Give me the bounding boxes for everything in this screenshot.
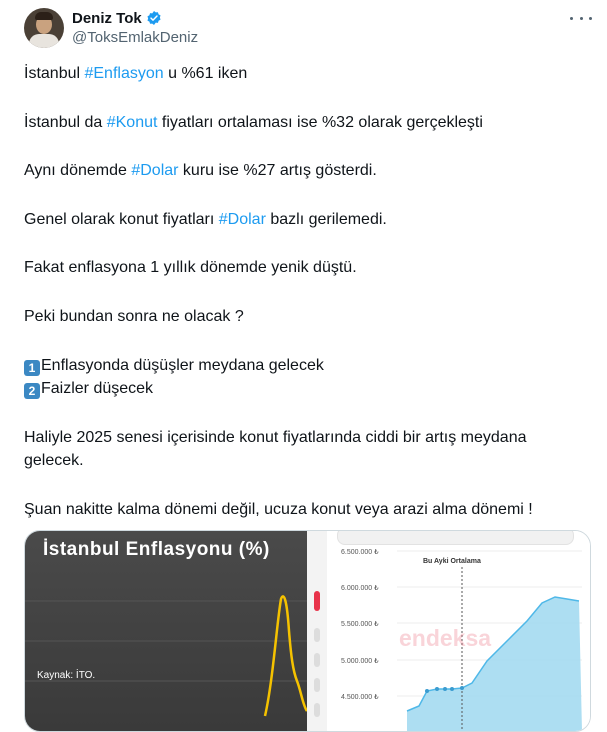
- tweet-line: [24, 62, 589, 86]
- paragraph-gap: [24, 329, 589, 354]
- hashtag-link[interactable]: #Enflasyon: [84, 65, 164, 82]
- tweet-text-segment: Aynı dönemde: [24, 162, 132, 180]
- tweet-text-segment: fiyatları ortalaması ise %32 olarak gerçekleşti: [157, 113, 483, 131]
- tweet-text-segment: Genel olarak konut fiyatları: [24, 210, 219, 228]
- keycap-digit-icon: 2: [24, 383, 40, 399]
- tweet-line: [24, 305, 589, 329]
- tweet-line: [24, 111, 589, 135]
- inflation-line: [265, 596, 307, 716]
- tweet-line: [24, 159, 589, 183]
- more-options-icon[interactable]: [570, 10, 592, 26]
- price-y-label-5: 4.500.000 ₺: [341, 694, 379, 701]
- tweet-media[interactable]: [24, 530, 591, 732]
- tweet-text-segment: İstanbul: [24, 65, 85, 82]
- avatar[interactable]: [24, 8, 64, 48]
- avatar-body-shape: [29, 34, 59, 48]
- inflation-grid: [25, 531, 307, 731]
- author-display-name[interactable]: Deniz Tok: [72, 9, 142, 27]
- price-chart-image: [327, 531, 590, 731]
- paragraph-gap: [24, 134, 589, 159]
- price-y-label-4: 5.000.000 ₺: [341, 658, 379, 665]
- tweet-line: [24, 426, 589, 473]
- tweet-line: [24, 354, 589, 378]
- hashtag-link[interactable]: #Dolar: [218, 210, 266, 228]
- keycap-digit-icon: 1: [24, 360, 40, 376]
- paragraph-gap: [24, 401, 589, 426]
- hashtag-link[interactable]: #Konut: [106, 113, 158, 131]
- author-name-row: [72, 8, 162, 28]
- inflation-chart-image: [25, 531, 307, 731]
- tweet-text: [24, 62, 589, 522]
- avatar-hair-shape: [35, 12, 53, 20]
- tweet-text-segment: İstanbul da: [24, 113, 107, 131]
- tweet-text-segment: Fakat enflasyona 1 yıllık dönemde yenik düştü.: [24, 259, 357, 277]
- paragraph-gap: [24, 183, 589, 208]
- tweet-text-segment: kuru ise %27 artış gösterdi.: [178, 162, 377, 180]
- tweet-text-segment: Haliyle 2025 senesi içerisinde konut fiyatlarında ciddi bir artış meydana gelecek.: [24, 428, 527, 470]
- inflation-chart-source: Kaynak: İTO.: [37, 670, 96, 681]
- scroll-indicator: [307, 531, 327, 731]
- inflation-chart-title: İstanbul Enflasyonu (%): [43, 539, 270, 560]
- tweet-text-segment: Peki bundan sonra ne olacak ?: [24, 307, 244, 325]
- image-divider-strip: [307, 531, 327, 731]
- tweet-line: [24, 377, 589, 401]
- tweet-line: [24, 498, 589, 522]
- tweet-text-segment: Şuan nakitte kalma dönemi değil, ucuza konut veya arazi alma dönemi !: [24, 500, 533, 518]
- tweet-text-segment: u %61 iken: [163, 65, 248, 82]
- tweet-line: [24, 208, 589, 232]
- tweet-line: [24, 256, 589, 280]
- price-y-label-3: 5.500.000 ₺: [341, 621, 379, 628]
- verified-badge-icon[interactable]: [146, 10, 162, 26]
- hashtag-link[interactable]: #Dolar: [131, 162, 179, 180]
- author-handle[interactable]: @ToksEmlakDeniz: [72, 29, 199, 46]
- paragraph-gap: [24, 280, 589, 305]
- tweet-text-segment: Enflasyonda düşüşler meydana gelecek: [41, 356, 324, 374]
- tweet-text-segment: Faizler düşecek: [41, 380, 154, 398]
- tweet-text-segment: bazlı gerilemedi.: [265, 210, 387, 228]
- price-y-label-2: 6.000.000 ₺: [341, 585, 379, 592]
- paragraph-gap: [24, 86, 589, 111]
- paragraph-gap: [24, 473, 589, 498]
- endeksa-watermark: endeksa: [399, 625, 492, 651]
- paragraph-gap: [24, 231, 589, 256]
- price-chart-title: Bu Ayki Ortalama: [423, 558, 481, 565]
- price-y-label-1: 6.500.000 ₺: [341, 549, 379, 556]
